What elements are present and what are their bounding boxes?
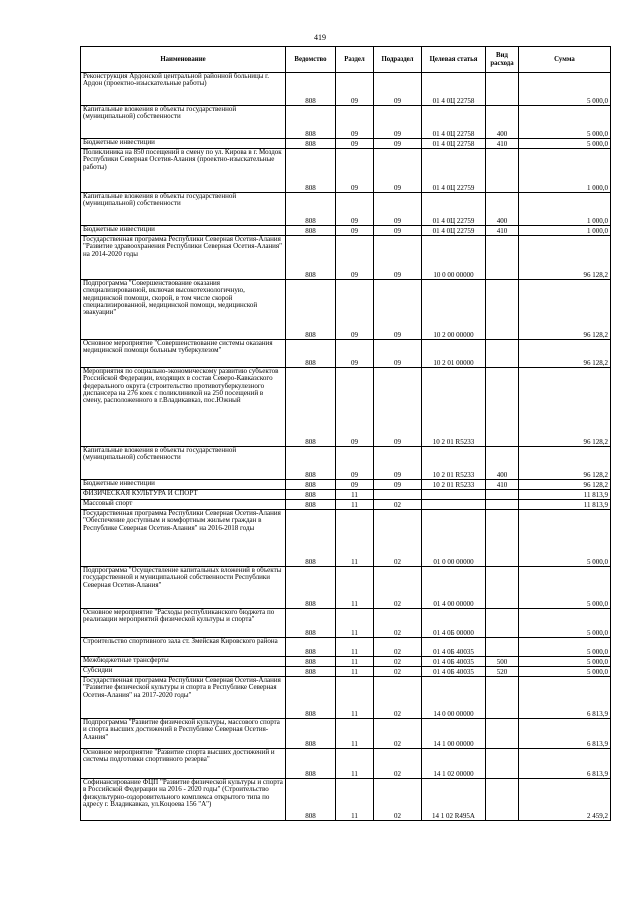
row-podrazdel: 02 bbox=[374, 719, 422, 749]
table-row bbox=[81, 280, 611, 340]
table-row bbox=[81, 657, 611, 667]
row-razdel: 11 bbox=[336, 609, 374, 638]
budget-table bbox=[80, 46, 611, 821]
row-podrazdel: 02 bbox=[374, 510, 422, 567]
table-row bbox=[81, 73, 611, 106]
table-row bbox=[81, 719, 611, 749]
row-name: Субсидии bbox=[81, 667, 286, 677]
row-sum: 5 000,0 bbox=[519, 567, 611, 609]
row-podrazdel: 09 bbox=[374, 280, 422, 340]
table-row bbox=[81, 226, 611, 236]
row-sum: 96 128,2 bbox=[519, 280, 611, 340]
row-target-article bbox=[422, 490, 486, 500]
row-podrazdel: 09 bbox=[374, 340, 422, 368]
row-target-article: 10 2 00 00000 bbox=[422, 280, 486, 340]
row-vedomstvo: 808 bbox=[286, 447, 336, 480]
row-expense-type bbox=[486, 609, 519, 638]
table-header-row bbox=[81, 47, 611, 73]
table-row bbox=[81, 609, 611, 638]
row-podrazdel: 02 bbox=[374, 609, 422, 638]
page-number: 419 bbox=[314, 33, 326, 42]
row-razdel: 09 bbox=[336, 73, 374, 106]
row-podrazdel: 09 bbox=[374, 106, 422, 139]
row-name: Софинансирование ФЦП "Развитие физической культуры и спорта в Российской Федерации на 2016 - 2020 годы" (Строительство физкультурно-оздоровительного комплекса открытого типа по адресу г. Владикавказ, ул.Коцоева 156 "А") bbox=[81, 779, 286, 821]
row-vedomstvo: 808 bbox=[286, 609, 336, 638]
row-razdel: 09 bbox=[336, 340, 374, 368]
row-sum: 96 128,2 bbox=[519, 368, 611, 447]
row-podrazdel: 02 bbox=[374, 638, 422, 657]
row-razdel: 09 bbox=[336, 447, 374, 480]
row-name: Реконструкция Ардонской центральной районной больницы г. Ардон (проектно-изыскательные работы) bbox=[81, 73, 286, 106]
row-expense-type bbox=[486, 340, 519, 368]
row-target-article: 14 0 00 00000 bbox=[422, 677, 486, 719]
row-sum: 6 813,9 bbox=[519, 677, 611, 719]
row-sum: 1 000,0 bbox=[519, 193, 611, 226]
row-razdel: 09 bbox=[336, 236, 374, 280]
row-vedomstvo: 808 bbox=[286, 667, 336, 677]
row-sum: 96 128,2 bbox=[519, 340, 611, 368]
row-vedomstvo: 808 bbox=[286, 340, 336, 368]
row-razdel: 09 bbox=[336, 480, 374, 490]
table-row bbox=[81, 779, 611, 821]
row-expense-type bbox=[486, 280, 519, 340]
row-vedomstvo: 808 bbox=[286, 149, 336, 193]
row-sum: 96 128,2 bbox=[519, 447, 611, 480]
row-expense-type: 500 bbox=[486, 657, 519, 667]
row-sum: 11 813,9 bbox=[519, 500, 611, 510]
row-vedomstvo: 808 bbox=[286, 638, 336, 657]
table-row bbox=[81, 667, 611, 677]
row-expense-type bbox=[486, 149, 519, 193]
table-row bbox=[81, 677, 611, 719]
table-body bbox=[81, 73, 611, 821]
row-target-article: 10 2 01 R5233 bbox=[422, 480, 486, 490]
row-sum: 5 000,0 bbox=[519, 510, 611, 567]
row-razdel: 11 bbox=[336, 779, 374, 821]
row-vedomstvo: 808 bbox=[286, 749, 336, 779]
row-name: Подпрограмма "Осуществление капитальных вложений в объекты государственной и муниципальной собственности Республики Северная Осетия-Алания" bbox=[81, 567, 286, 609]
row-name: Основное мероприятие "Совершенствование системы оказания медицинской помощи больным туберкулезом" bbox=[81, 340, 286, 368]
row-razdel: 11 bbox=[336, 490, 374, 500]
row-target-article bbox=[422, 500, 486, 510]
row-target-article: 01 0 00 00000 bbox=[422, 510, 486, 567]
row-expense-type bbox=[486, 236, 519, 280]
row-target-article: 01 4 0Ц 22758 bbox=[422, 106, 486, 139]
row-target-article: 01 4 0Ц 22758 bbox=[422, 73, 486, 106]
row-target-article: 01 4 0Б 40035 bbox=[422, 667, 486, 677]
row-podrazdel: 09 bbox=[374, 368, 422, 447]
row-sum: 5 000,0 bbox=[519, 139, 611, 149]
row-name: Капитальные вложения в объекты государственной (муниципальной) собственности bbox=[81, 193, 286, 226]
row-podrazdel: 02 bbox=[374, 657, 422, 667]
row-vedomstvo: 808 bbox=[286, 657, 336, 667]
row-vedomstvo: 808 bbox=[286, 280, 336, 340]
row-expense-type: 400 bbox=[486, 106, 519, 139]
row-podrazdel: 09 bbox=[374, 73, 422, 106]
table-row bbox=[81, 490, 611, 500]
row-target-article: 01 4 0Ц 22758 bbox=[422, 139, 486, 149]
row-sum: 6 813,9 bbox=[519, 719, 611, 749]
table-row bbox=[81, 368, 611, 447]
row-name: Строительство спортивного зала ст. Змейская Кировского района bbox=[81, 638, 286, 657]
row-name: Подпрограмма "Развитие физической культуры, массового спорта и спорта высших достижений в Республике Северная Осетия-Алания" bbox=[81, 719, 286, 749]
row-razdel: 09 bbox=[336, 368, 374, 447]
row-razdel: 09 bbox=[336, 149, 374, 193]
row-sum: 96 128,2 bbox=[519, 480, 611, 490]
row-vedomstvo: 808 bbox=[286, 226, 336, 236]
row-podrazdel: 02 bbox=[374, 667, 422, 677]
row-sum: 5 000,0 bbox=[519, 106, 611, 139]
table-row bbox=[81, 139, 611, 149]
row-sum: 1 000,0 bbox=[519, 149, 611, 193]
row-name: Подпрограмма "Совершенствование оказания специализированной, включая высокотехнологичную, медицинской помощи, скорой, в том числе скорой специализированной, медицинской помощи, медицинской эвакуации" bbox=[81, 280, 286, 340]
row-target-article: 01 4 0Б 40035 bbox=[422, 638, 486, 657]
row-target-article: 01 4 0Ц 22759 bbox=[422, 149, 486, 193]
row-vedomstvo: 808 bbox=[286, 73, 336, 106]
row-sum: 96 128,2 bbox=[519, 236, 611, 280]
row-podrazdel: 02 bbox=[374, 779, 422, 821]
row-name: Государственная программа Республики Северная Осетия-Алания "Развитие физической культуры и спорта в Республике Северная Осетия-Алания" на 2017-2020 годы" bbox=[81, 677, 286, 719]
row-expense-type bbox=[486, 500, 519, 510]
row-name: Мероприятия по социально-экономическому развитию субъектов Российской Федерации, входящих в состав Северо-Кавказского федерального округа (строительство противотуберкулезного диспансера на 276 коек с поликлиникой на 250 посещений в смену, расположенного в г.Владикавказ, пос.Южный bbox=[81, 368, 286, 447]
row-expense-type: 400 bbox=[486, 193, 519, 226]
row-expense-type bbox=[486, 73, 519, 106]
row-razdel: 09 bbox=[336, 193, 374, 226]
row-sum: 2 459,2 bbox=[519, 779, 611, 821]
row-razdel: 09 bbox=[336, 280, 374, 340]
row-expense-type bbox=[486, 368, 519, 447]
row-sum: 5 000,0 bbox=[519, 667, 611, 677]
row-target-article: 14 1 02 R495А bbox=[422, 779, 486, 821]
row-vedomstvo: 808 bbox=[286, 500, 336, 510]
row-vedomstvo: 808 bbox=[286, 193, 336, 226]
row-expense-type bbox=[486, 567, 519, 609]
row-expense-type: 520 bbox=[486, 667, 519, 677]
row-sum: 5 000,0 bbox=[519, 609, 611, 638]
row-podrazdel: 09 bbox=[374, 236, 422, 280]
header-target-article: Целевая статья bbox=[422, 47, 486, 73]
row-podrazdel: 09 bbox=[374, 480, 422, 490]
row-expense-type bbox=[486, 510, 519, 567]
row-name: Бюджетные инвестиции bbox=[81, 139, 286, 149]
table-row bbox=[81, 480, 611, 490]
row-vedomstvo: 808 bbox=[286, 480, 336, 490]
row-sum: 1 000,0 bbox=[519, 226, 611, 236]
header-podrazdel: Подраздел bbox=[374, 47, 422, 73]
table-row bbox=[81, 500, 611, 510]
row-target-article: 01 4 0Ц 22759 bbox=[422, 193, 486, 226]
row-razdel: 11 bbox=[336, 719, 374, 749]
row-name: Государственная программа Республики Северная Осетия-Алания "Развитие здравоохранения Республики Северная Осетия-Алания" на 2014-2020 годы bbox=[81, 236, 286, 280]
row-podrazdel: 02 bbox=[374, 677, 422, 719]
row-vedomstvo: 808 bbox=[286, 510, 336, 567]
row-razdel: 11 bbox=[336, 567, 374, 609]
header-vedomstvo: Ведомство bbox=[286, 47, 336, 73]
table-row bbox=[81, 638, 611, 657]
row-target-article: 10 2 01 R5233 bbox=[422, 368, 486, 447]
table-row bbox=[81, 447, 611, 480]
row-expense-type bbox=[486, 677, 519, 719]
row-target-article: 10 2 01 00000 bbox=[422, 340, 486, 368]
row-vedomstvo: 808 bbox=[286, 106, 336, 139]
row-expense-type: 410 bbox=[486, 480, 519, 490]
row-vedomstvo: 808 bbox=[286, 139, 336, 149]
row-sum: 5 000,0 bbox=[519, 638, 611, 657]
row-name: Основное мероприятие "Развитие спорта высших достижений и системы подготовки спортивного резерва" bbox=[81, 749, 286, 779]
row-podrazdel: 02 bbox=[374, 500, 422, 510]
table-row bbox=[81, 149, 611, 193]
row-expense-type bbox=[486, 719, 519, 749]
header-expense-type: Вид расхода bbox=[486, 47, 519, 73]
row-expense-type bbox=[486, 779, 519, 821]
table-row bbox=[81, 510, 611, 567]
row-razdel: 11 bbox=[336, 657, 374, 667]
row-razdel: 09 bbox=[336, 106, 374, 139]
row-name: Массовый спорт bbox=[81, 500, 286, 510]
row-target-article: 01 4 0Ц 22759 bbox=[422, 226, 486, 236]
row-name: ФИЗИЧЕСКАЯ КУЛЬТУРА И СПОРТ bbox=[81, 490, 286, 500]
row-vedomstvo: 808 bbox=[286, 567, 336, 609]
row-razdel: 11 bbox=[336, 510, 374, 567]
row-target-article: 14 1 00 00000 bbox=[422, 719, 486, 749]
row-sum: 6 813,9 bbox=[519, 749, 611, 779]
row-sum: 5 000,0 bbox=[519, 657, 611, 667]
row-razdel: 11 bbox=[336, 667, 374, 677]
row-podrazdel bbox=[374, 490, 422, 500]
row-name: Капитальные вложения в объекты государственной (муниципальной) собственности bbox=[81, 447, 286, 480]
row-name: Бюджетные инвестиции bbox=[81, 480, 286, 490]
row-podrazdel: 09 bbox=[374, 139, 422, 149]
header-sum: Сумма bbox=[519, 47, 611, 73]
row-target-article: 01 4 00 00000 bbox=[422, 567, 486, 609]
row-razdel: 11 bbox=[336, 500, 374, 510]
row-vedomstvo: 808 bbox=[286, 368, 336, 447]
row-name: Капитальные вложения в объекты государственной (муниципальной) собственности bbox=[81, 106, 286, 139]
row-razdel: 11 bbox=[336, 677, 374, 719]
row-target-article: 01 4 0Б 00000 bbox=[422, 609, 486, 638]
row-target-article: 10 0 00 00000 bbox=[422, 236, 486, 280]
row-name: Бюджетные инвестиции bbox=[81, 226, 286, 236]
header-name: Наименование bbox=[81, 47, 286, 73]
row-expense-type: 410 bbox=[486, 226, 519, 236]
row-name: Государственная программа Республики Северная Осетия-Алания "Обеспечение доступным и комфортным жильем граждан в Республике Северная Осетия-Алания" на 2016-2018 годы bbox=[81, 510, 286, 567]
row-name: Поликлиника на 850 посещений в смену по ул. Кирова в г. Моздок Республики Северная Осетия-Алания (проектно-изыскательные работы) bbox=[81, 149, 286, 193]
row-vedomstvo: 808 bbox=[286, 677, 336, 719]
table-row bbox=[81, 236, 611, 280]
row-expense-type: 410 bbox=[486, 139, 519, 149]
row-vedomstvo: 808 bbox=[286, 719, 336, 749]
table-row bbox=[81, 567, 611, 609]
row-name: Основное мероприятие "Расходы республиканского бюджета по реализации мероприятий физической культуры и спорта" bbox=[81, 609, 286, 638]
table-row bbox=[81, 106, 611, 139]
row-podrazdel: 02 bbox=[374, 567, 422, 609]
row-podrazdel: 09 bbox=[374, 149, 422, 193]
row-razdel: 09 bbox=[336, 139, 374, 149]
row-podrazdel: 02 bbox=[374, 749, 422, 779]
row-razdel: 11 bbox=[336, 638, 374, 657]
row-razdel: 09 bbox=[336, 226, 374, 236]
table-row bbox=[81, 749, 611, 779]
row-vedomstvo: 808 bbox=[286, 779, 336, 821]
table-row bbox=[81, 193, 611, 226]
table-row bbox=[81, 340, 611, 368]
row-vedomstvo: 808 bbox=[286, 490, 336, 500]
row-podrazdel: 09 bbox=[374, 447, 422, 480]
row-razdel: 11 bbox=[336, 749, 374, 779]
row-target-article: 14 1 02 00000 bbox=[422, 749, 486, 779]
row-sum: 11 813,9 bbox=[519, 490, 611, 500]
row-vedomstvo: 808 bbox=[286, 236, 336, 280]
header-razdel: Раздел bbox=[336, 47, 374, 73]
row-name: Межбюджетные трансферты bbox=[81, 657, 286, 667]
row-expense-type: 400 bbox=[486, 447, 519, 480]
row-target-article: 01 4 0Б 40035 bbox=[422, 657, 486, 667]
row-sum: 5 000,0 bbox=[519, 73, 611, 106]
row-podrazdel: 09 bbox=[374, 226, 422, 236]
row-target-article: 10 2 01 R5233 bbox=[422, 447, 486, 480]
row-expense-type bbox=[486, 638, 519, 657]
row-podrazdel: 09 bbox=[374, 193, 422, 226]
row-expense-type bbox=[486, 490, 519, 500]
row-expense-type bbox=[486, 749, 519, 779]
